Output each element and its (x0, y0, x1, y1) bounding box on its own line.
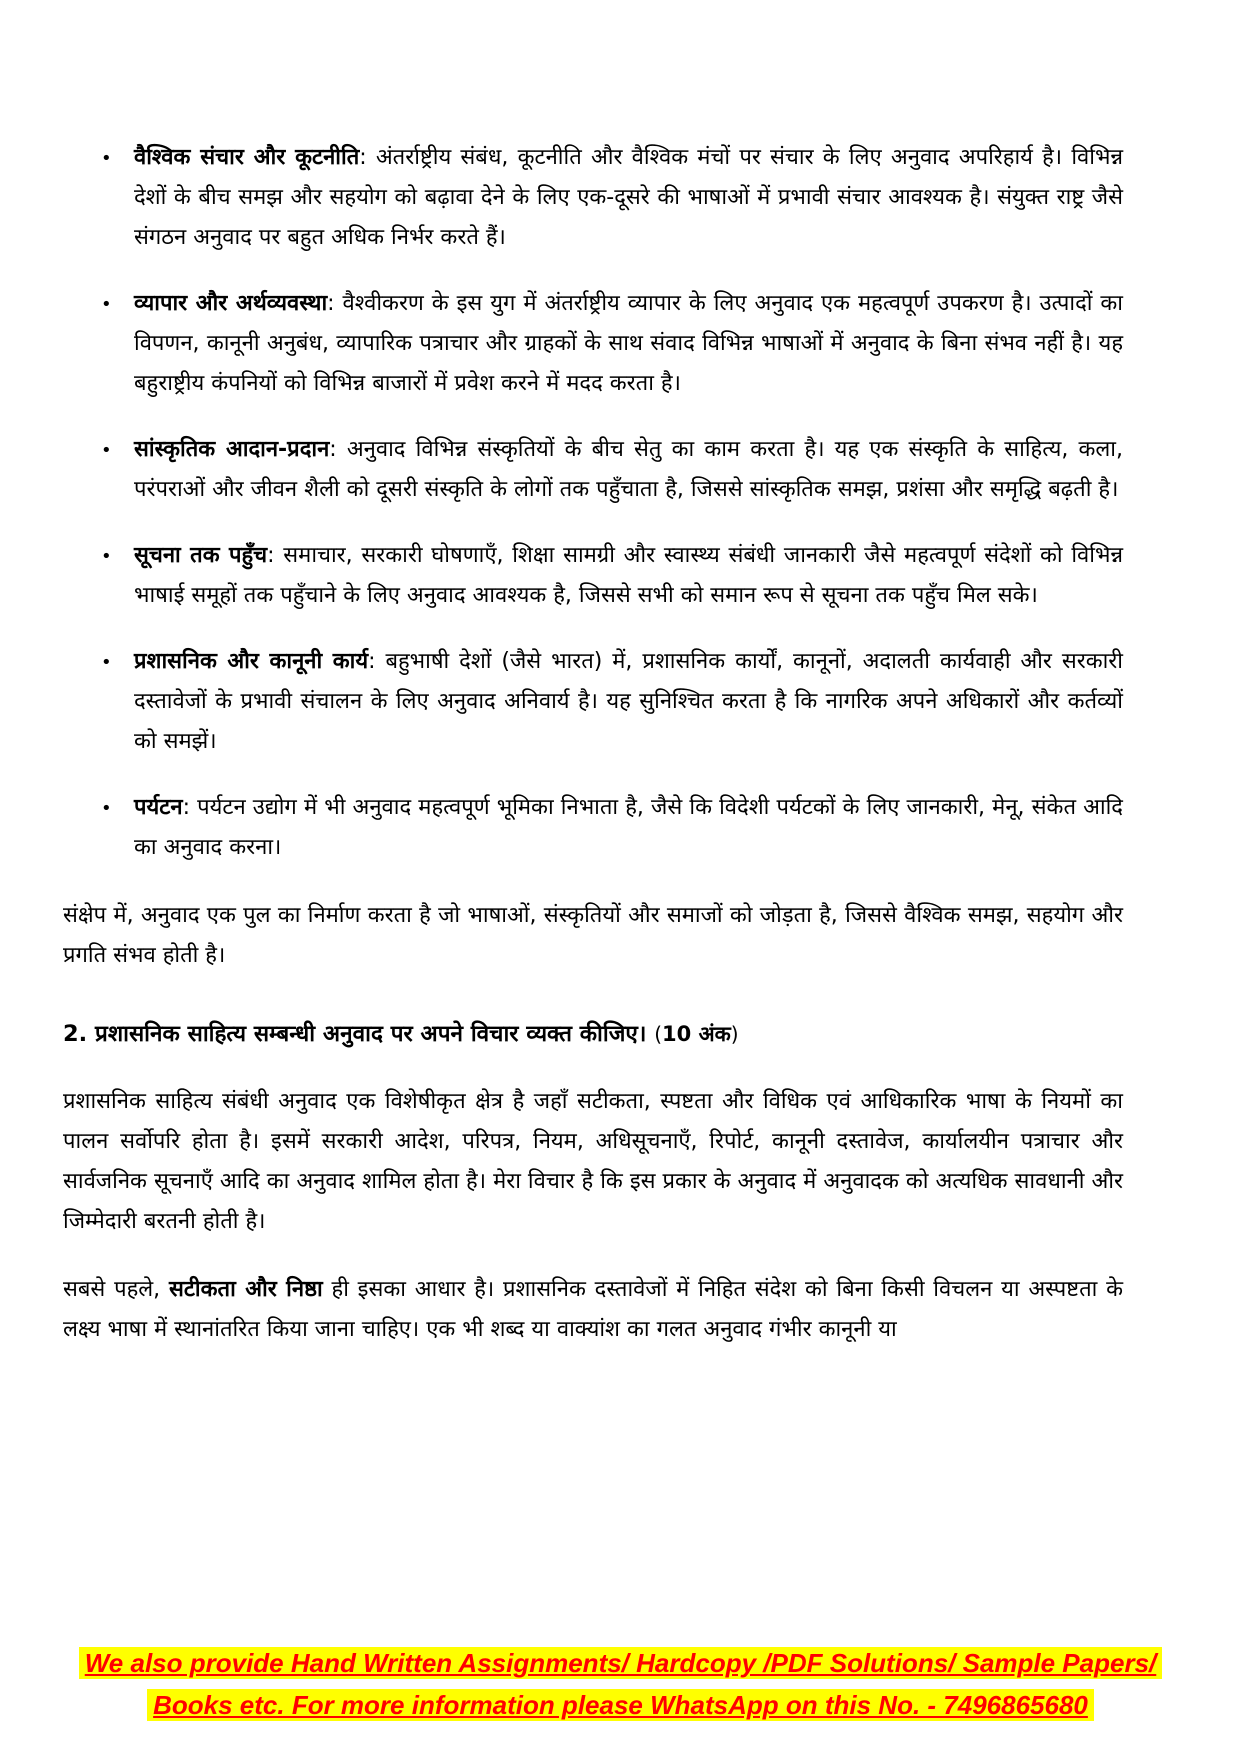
bullet-lead: पर्यटन (134, 795, 183, 820)
bullet-lead: वैश्विक संचार और कूटनीति (134, 145, 360, 170)
question-2-heading (63, 1014, 1123, 1054)
marks-paren-open: ( (654, 1022, 663, 1046)
question-2-marks: 10 अंक (662, 1022, 731, 1046)
footer-highlight-text: Books etc. For more information please WhatsApp on this No. - 7496865680 (147, 1689, 1094, 1721)
bullet-body: : समाचार, सरकारी घोषणाएँ, शिक्षा सामग्री और स्वास्थ्य संबंधी जानकारी जैसे महत्वपूर्ण संदेशों को विभिन्न भाषाई समूहों तक पहुँचाने के लिए अनुवाद आवश्यक है, जिससे सभी को समान रूप से सूचना तक पहुँच मिल सके। (134, 543, 1123, 608)
answer-paragraph-2 (63, 1270, 1123, 1350)
list-item (101, 138, 1123, 258)
bullet-icon: • (101, 652, 112, 673)
bullet-icon: • (101, 148, 112, 169)
bullet-body: : बहुभाषी देशों (जैसे भारत) में, प्रशासनिक कार्यों, कानूनों, अदालती कार्यवाही और सरकारी दस्तावेजों के प्रभावी संचालन के लिए अनुवाद अनिवार्य है। यह सुनिश्चित करता है कि नागरिक अपने अधिकारों और कर्तव्यों को समझें। (134, 649, 1123, 754)
footer-line-2 (0, 1685, 1241, 1725)
question-2-title: 2. प्रशासनिक साहित्य सम्बन्धी अनुवाद पर अपने विचार व्यक्त कीजिए। (63, 1021, 655, 1047)
benefits-bullet-list (101, 138, 1123, 868)
answer2-prefix: सबसे पहले, (63, 1277, 169, 1302)
bullet-lead: सांस्कृतिक आदान-प्रदान (134, 437, 330, 462)
answer2-rest: ही इसका आधार है। प्रशासनिक दस्तावेजों में निहित संदेश को बिना किसी विचलन या अस्पष्टता के लक्ष्य भाषा में स्थानांतरित किया जाना चाहिए। एक भी शब्द या वाक्यांश का गलत अनुवाद गंभीर कानूनी या (63, 1277, 1123, 1342)
answer-paragraph-1: प्रशासनिक साहित्य संबंधी अनुवाद एक विशेषीकृत क्षेत्र है जहाँ सटीकता, स्पष्टता और विधिक एवं आधिकारिक भाषा के नियमों का पालन सर्वोपरि होता है। इसमें सरकारी आदेश, परिपत्र, नियम, अधिसूचनाएँ, रिपोर्ट, कानूनी दस्तावेज, कार्यालयीन पत्राचार और सार्वजनिक सूचनाएँ आदि का अनुवाद शामिल होता है। मेरा विचार है कि इस प्रकार के अनुवाद में अनुवादक को अत्यधिक सावधानी और जिम्मेदारी बरतनी होती है। (63, 1089, 1123, 1234)
bullet-body: : वैश्वीकरण के इस युग में अंतर्राष्ट्रीय व्यापार के लिए अनुवाद एक महत्वपूर्ण उपकरण है। उत्पादों का विपणन, कानूनी अनुबंध, व्यापारिक पत्राचार और ग्राहकों के साथ संवाद विभिन्न भाषाओं में अनुवाद के बिना संभव नहीं है। यह बहुराष्ट्रीय कंपनियों को विभिन्न बाजारों में प्रवेश करने में मदद करता है। (134, 291, 1123, 396)
marks-paren-close: ) (730, 1022, 739, 1046)
list-item (101, 430, 1123, 510)
footer-highlight-text: We also provide Hand Written Assignments/ Hardcopy /PDF Solutions/ Sample Papers/ (79, 1647, 1163, 1679)
list-item (101, 642, 1123, 762)
bullet-body: : अनुवाद विभिन्न संस्कृतियों के बीच सेतु का काम करता है। यह एक संस्कृति के साहित्य, कला, परंपराओं और जीवन शैली को दूसरी संस्कृति के लोगों तक पहुँचाता है, जिससे सांस्कृतिक समझ, प्रशंसा और समृद्धि बढ़ती है। (134, 437, 1123, 502)
list-item (101, 536, 1123, 616)
list-item (101, 284, 1123, 404)
bullet-lead: प्रशासनिक और कानूनी कार्य (134, 649, 369, 674)
bullet-body: : पर्यटन उद्योग में भी अनुवाद महत्वपूर्ण भूमिका निभाता है, जैसे कि विदेशी पर्यटकों के लिए जानकारी, मेनू, संकेत आदि का अनुवाद करना। (134, 795, 1123, 860)
bullet-lead: सूचना तक पहुँच (134, 543, 268, 568)
bullet-icon: • (101, 798, 112, 819)
answer2-bold-term: सटीकता और निष्ठा (168, 1277, 323, 1302)
bullet-lead: व्यापार और अर्थव्यवस्था (134, 291, 328, 316)
list-item (101, 788, 1123, 868)
bullet-body: : अंतर्राष्ट्रीय संबंध, कूटनीति और वैश्विक मंचों पर संचार के लिए अनुवाद अपरिहार्य है। विभिन्न देशों के बीच समझ और सहयोग को बढ़ावा देने के लिए एक-दूसरे की भाषाओं में प्रभावी संचार आवश्यक है। संयुक्त राष्ट्र जैसे संगठन अनुवाद पर बहुत अधिक निर्भर करते हैं। (134, 145, 1123, 250)
footer-line-1 (0, 1643, 1241, 1683)
bullet-icon: • (101, 546, 112, 567)
bullet-icon: • (101, 440, 112, 461)
summary-paragraph: संक्षेप में, अनुवाद एक पुल का निर्माण करता है जो भाषाओं, संस्कृतियों और समाजों को जोड़ता है, जिससे वैश्विक समझ, सहयोग और प्रगति संभव होती है। (63, 903, 1123, 968)
bullet-icon: • (101, 294, 112, 315)
promo-footer (0, 1641, 1241, 1727)
